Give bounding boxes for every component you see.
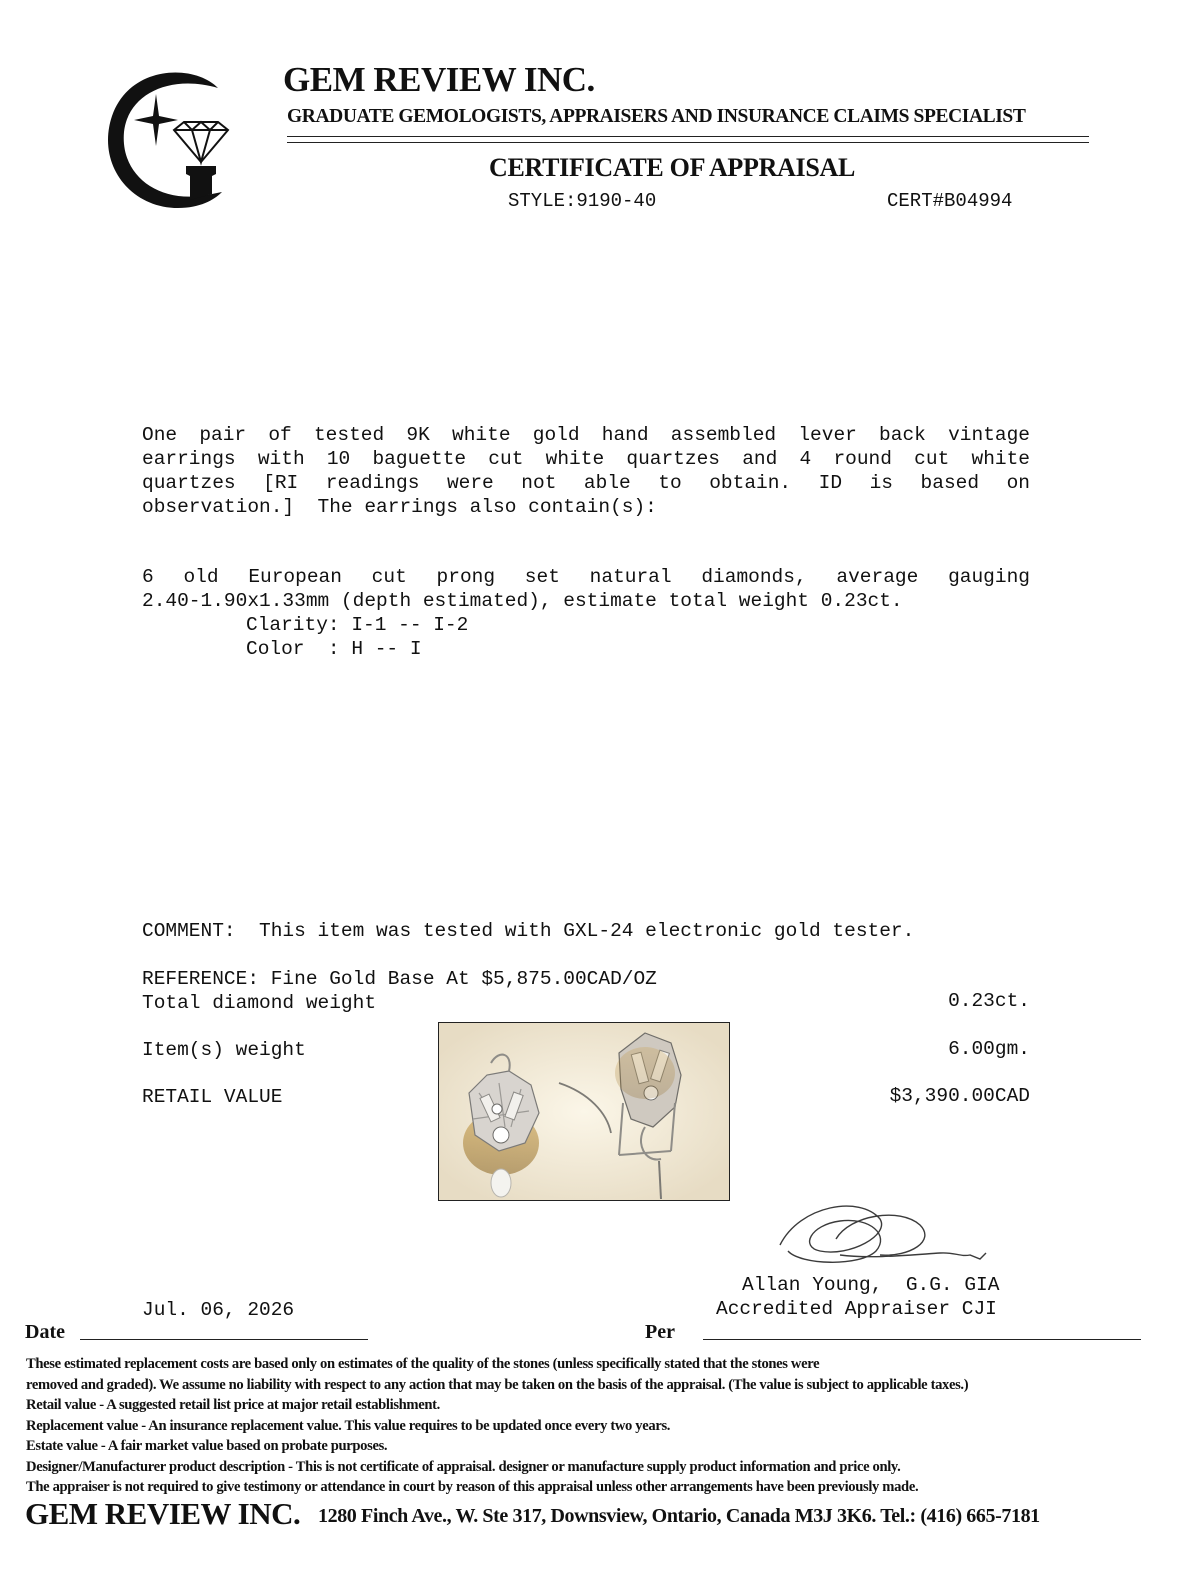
disclaimer-line: Retail value - A suggested retail list price at major retail establishment. xyxy=(26,1397,440,1413)
description-line: One pair of tested 9K white gold hand assembled lever back vintage xyxy=(142,424,1030,446)
per-label: Per xyxy=(645,1321,675,1343)
company-subtitle: GRADUATE GEMOLOGISTS, APPRAISERS AND INSURANCE CLAIMS SPECIALIST xyxy=(287,106,1026,127)
per-underline xyxy=(703,1339,1141,1340)
footer-company-name: GEM REVIEW INC. xyxy=(25,1496,301,1531)
appraiser-title: Accredited Appraiser CJI xyxy=(716,1298,997,1320)
disclaimer-line: Estate value - A fair market value based on probate purposes. xyxy=(26,1438,388,1454)
disclaimer-line: removed and graded). We assume no liability with respect to any action that may be taken on the basis of the appraisal. (The value is subject to applicable taxes.) xyxy=(26,1377,969,1393)
item-weight-value: 6.00gm. xyxy=(948,1038,1030,1060)
disclaimer-line: These estimated replacement costs are based only on estimates of the quality of the stones (unless specifically stated that the stones were xyxy=(26,1356,820,1372)
retail-value: $3,390.00CAD xyxy=(889,1085,1030,1107)
page-title: CERTIFICATE OF APPRAISAL xyxy=(489,153,856,182)
comment: COMMENT: This item was tested with GXL-24 electronic gold tester. xyxy=(142,920,915,942)
diamond-line: 6 old European cut prong set natural diamonds, average gauging xyxy=(142,566,1030,588)
gem-review-logo-icon xyxy=(100,66,240,216)
retail-value-label: RETAIL VALUE xyxy=(142,1086,283,1108)
earrings-photo xyxy=(438,1022,730,1201)
description-line: quartzes [RI readings were not able to obtain. ID is based on xyxy=(142,472,1030,494)
item-weight-label: Item(s) weight xyxy=(142,1039,306,1061)
footer-address: 1280 Finch Ave., W. Ste 317, Downsview, Ontario, Canada M3J 3K6. Tel.: (416) 665-7181 xyxy=(318,1505,1040,1527)
appraiser-name: Allan Young, G.G. GIA xyxy=(742,1274,1000,1296)
reference: REFERENCE: Fine Gold Base At $5,875.00CAD/OZ xyxy=(142,968,657,990)
total-diamond-weight-label: Total diamond weight xyxy=(142,992,377,1014)
cert-number: CERT#B04994 xyxy=(887,190,1013,212)
disclaimer-line: The appraiser is not required to give testimony or attendance in court by reason of this appraisal unless other arrangements have been previously made. xyxy=(26,1479,919,1495)
date-value: Jul. 06, 2026 xyxy=(142,1299,295,1321)
description-line: observation.] The earrings also contain(s): xyxy=(142,496,657,518)
header-divider xyxy=(287,136,1089,143)
style-number: STYLE:9190-40 xyxy=(508,190,657,212)
diamond-line: 2.40-1.90x1.33mm (depth estimated), estimate total weight 0.23ct. xyxy=(142,590,903,612)
diamond-color: Color : H -- I xyxy=(246,638,422,660)
total-diamond-weight-value: 0.23ct. xyxy=(948,990,1030,1012)
disclaimer-line: Designer/Manufacturer product description - This is not certificate of appraisal. designer or manufacture supply product information and price only. xyxy=(26,1459,901,1475)
diamond-clarity: Clarity: I-1 -- I-2 xyxy=(246,614,469,636)
date-underline xyxy=(80,1339,368,1340)
appraiser-signature xyxy=(740,1195,1000,1285)
disclaimer-line: Replacement value - An insurance replacement value. This value requires to be updated once every two years. xyxy=(26,1418,671,1434)
company-name: GEM REVIEW INC. xyxy=(283,60,595,99)
description-line: earrings with 10 baguette cut white quartzes and 4 round cut white xyxy=(142,448,1030,470)
date-label: Date xyxy=(25,1321,65,1343)
